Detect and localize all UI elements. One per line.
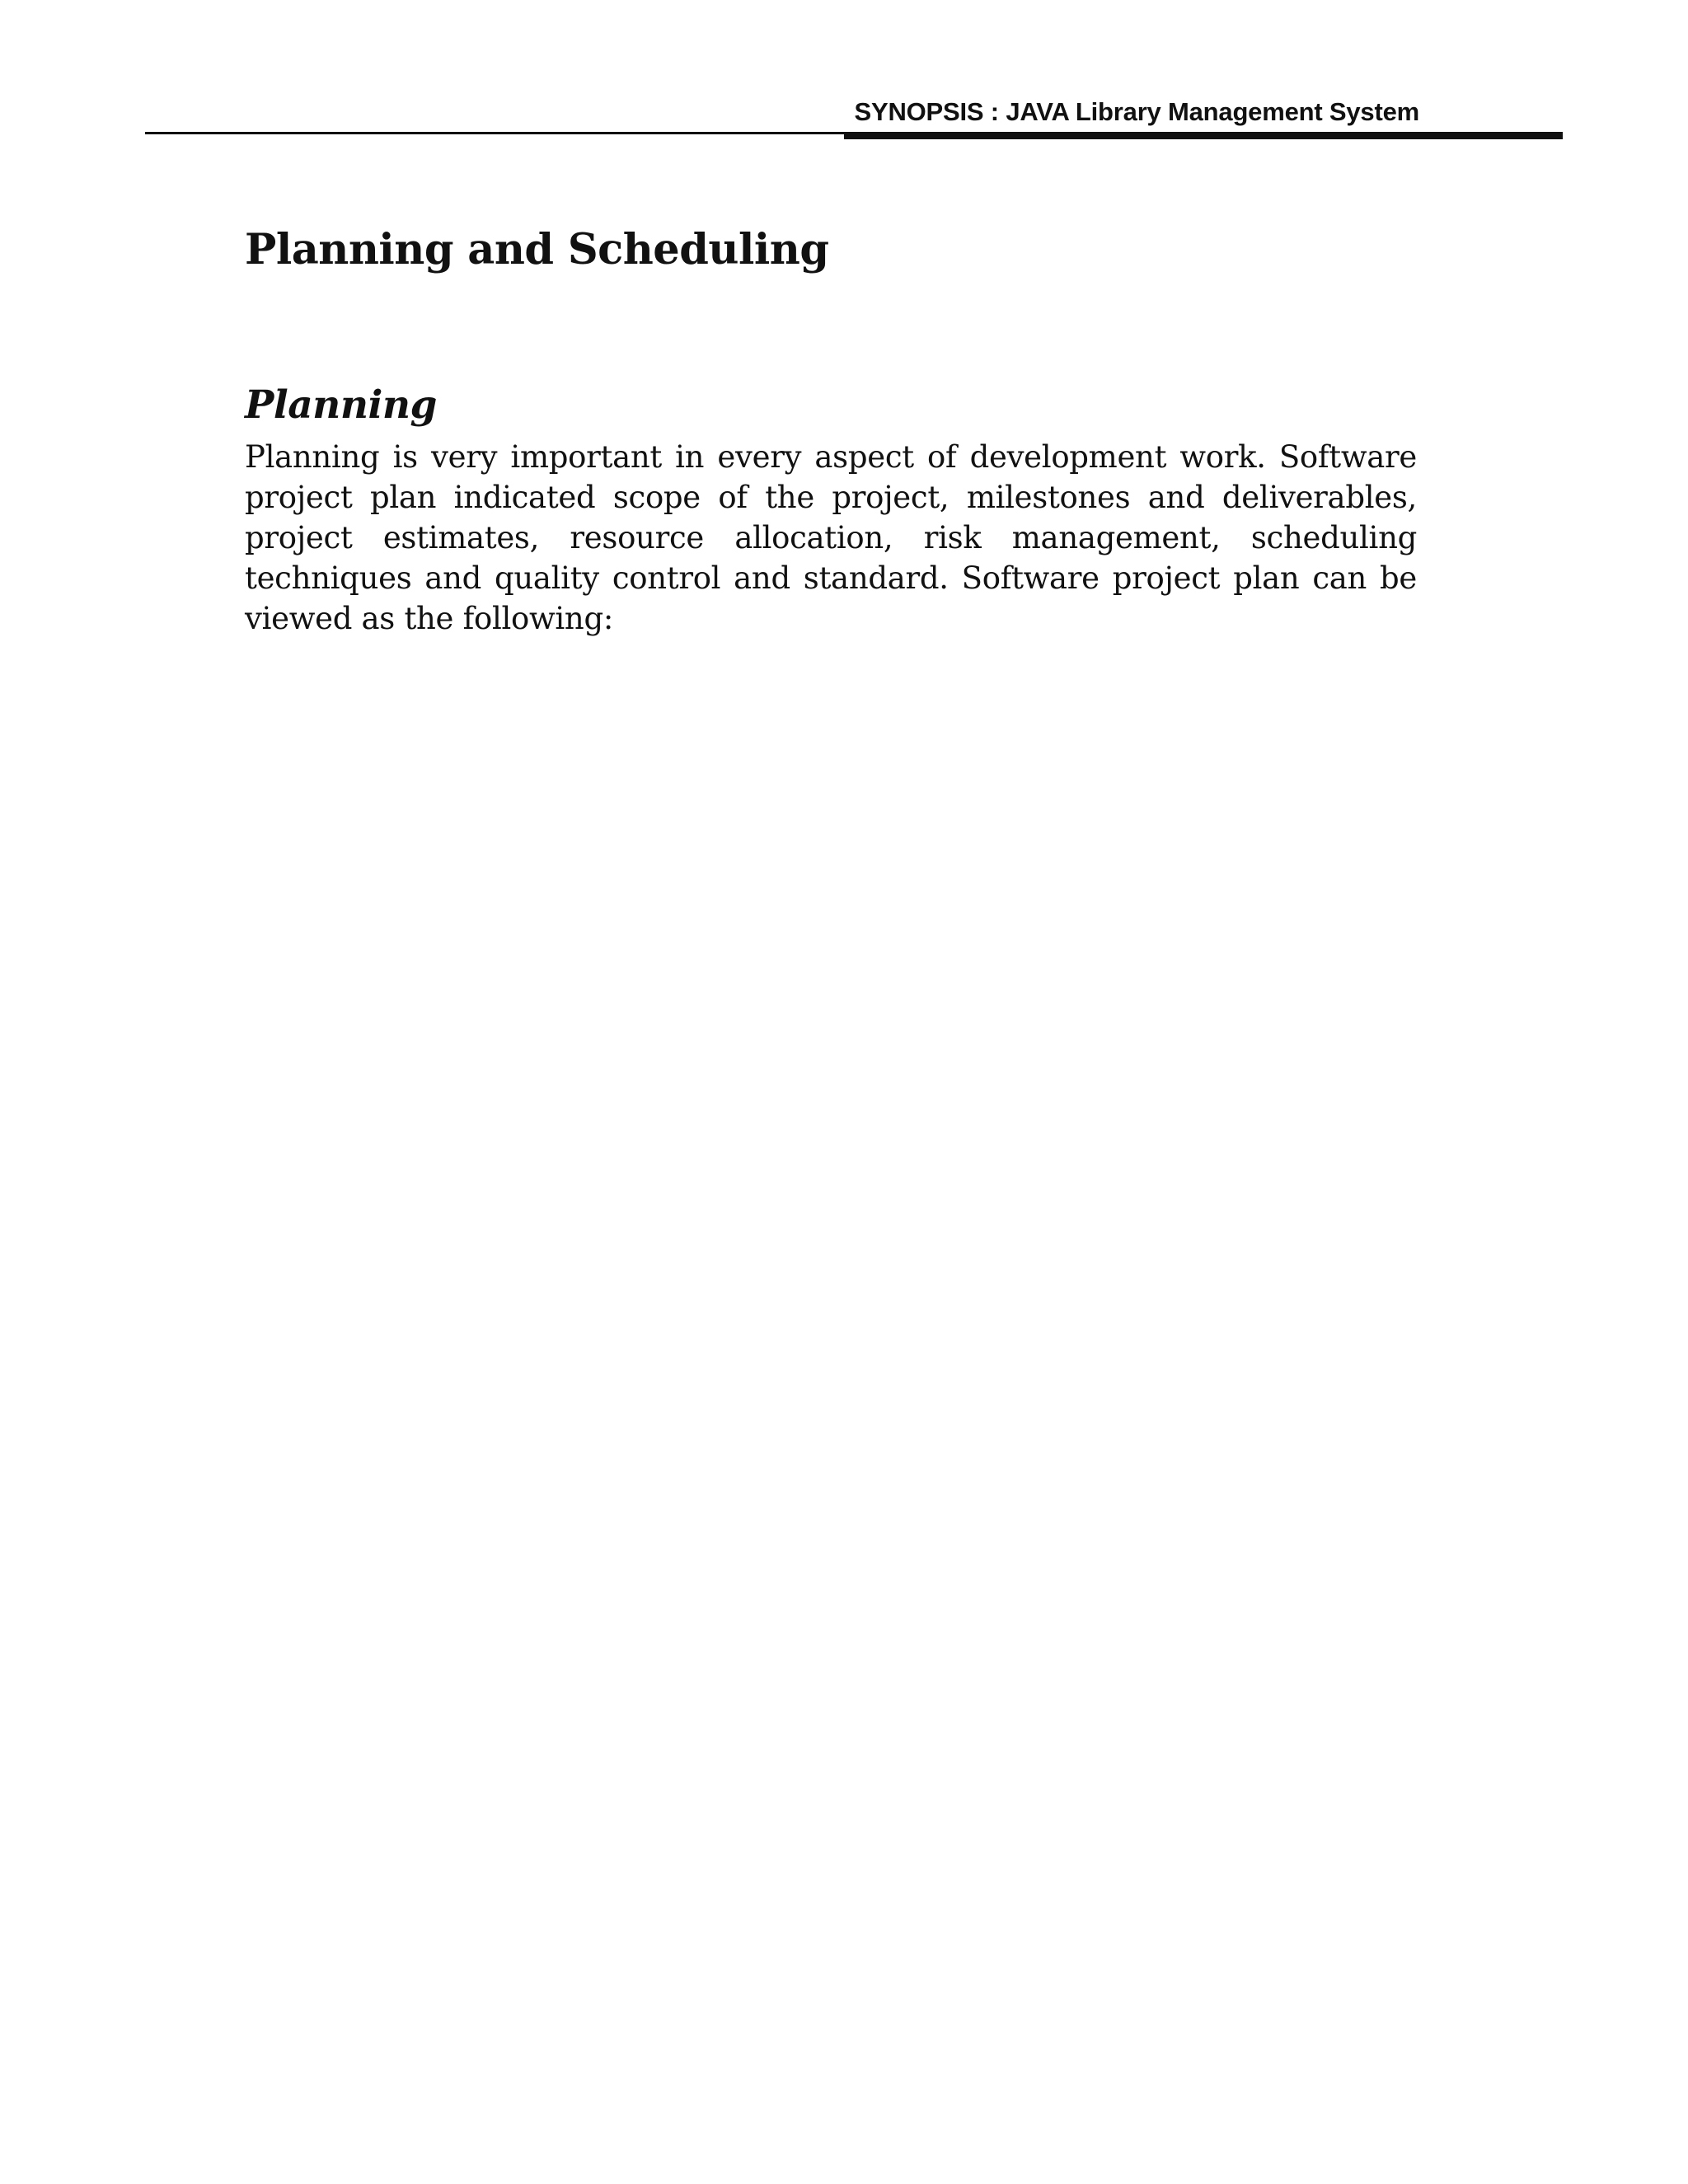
header-rule-thick [844,134,1563,139]
running-header-title: SYNOPSIS : JAVA Library Management System [854,97,1419,126]
page-content [245,224,1417,639]
planning-paragraph: Planning is very important in every aspect of development work. Software project plan indicated scope of the project, milestones and deliverables, project estimates, resource allocation, risk management, scheduling techniques and quality control and standard. Software project plan can be viewed as the following: [245,439,1417,637]
page-header [0,0,1688,148]
section-heading-planning: Planning [245,382,437,428]
page-title: Planning and Scheduling [245,225,829,274]
